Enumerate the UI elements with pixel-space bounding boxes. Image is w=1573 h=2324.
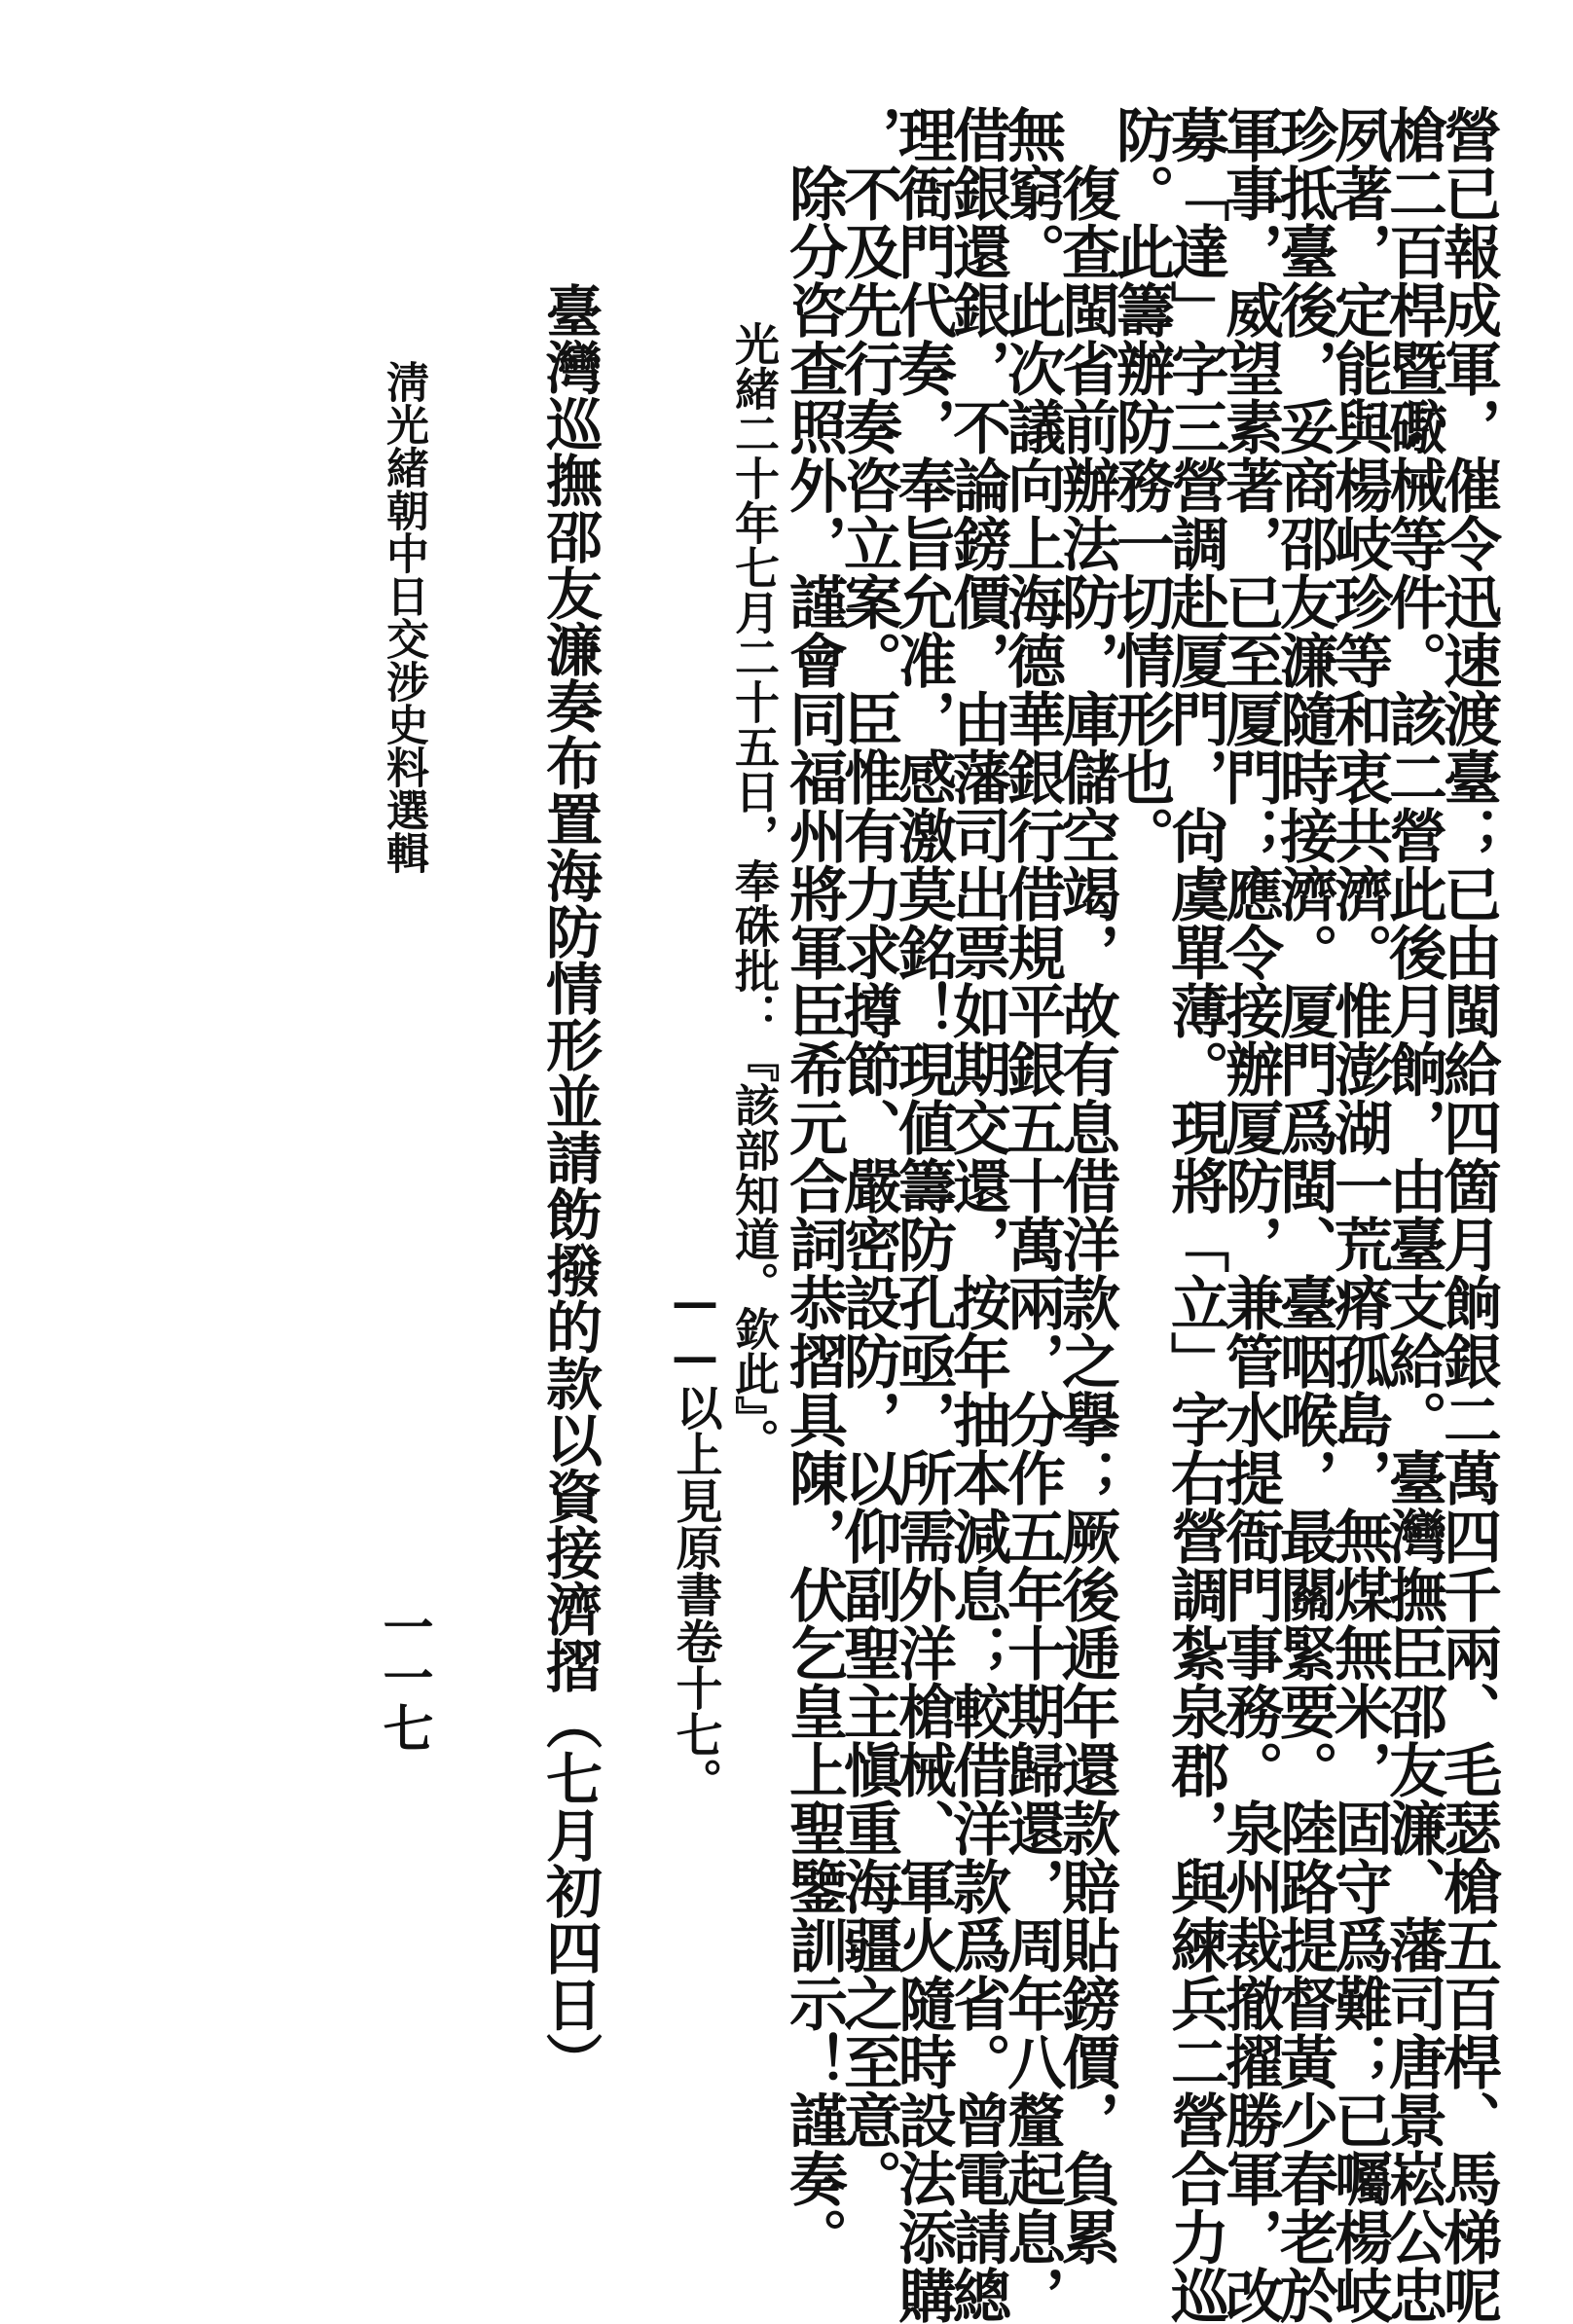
running-header: 淸光緒朝中日交涉史料選輯: [379, 360, 428, 874]
body-column-8: 復查閩省前辦法防，庫儲空竭，故有息借洋款之擧；厥後逓年還款賠貼鎊價，負累: [1052, 105, 1120, 2266]
body-column-3: 夙著，定能與楊岐珍等和衷共濟。惟澎湖一荒瘠孤島，無煤無米，固守爲難；已囑楊岐: [1325, 105, 1393, 2324]
body-column-4: 珍抵臺後，妥商邵友濂隨時接濟。厦門爲閩、臺咽喉，最關緊要。陸路提督黃少春老於: [1270, 105, 1338, 2324]
body-column-2: 槍二百桿暨礮械等件。該二營此後月餉，由臺支給。臺灣撫臣邵友濂、藩司唐景崧公忠: [1379, 105, 1447, 2324]
body-column-5: 軍事，威望素著，已至厦門；應令接辦厦防，兼管水提衙門事務。泉州裁撤擢勝軍，改: [1216, 105, 1284, 2324]
body-column-12: ，不及先行奏咨立案。臣惟有力求撙節、嚴密設防，以仰副聖主愼重海疆之至意。: [834, 105, 902, 2207]
source-note: ——以上見原書卷十七。: [668, 1275, 722, 1804]
body-column-9: 無窮。此次議向上海德華銀行借規平銀五十萬兩，分作五年十期歸還，周年八釐起息，: [998, 105, 1066, 2324]
body-column-1: 營已報成軍，催令迅速渡臺；已由閩給四箇月餉銀二萬四千兩、毛瑟槍五百桿、馬梯呢: [1434, 105, 1502, 2324]
body-column-10: 借銀還銀，不論鎊價，由藩司出票如期交還，按年抽本減息；較借洋款爲省。曾電請總: [943, 105, 1011, 2324]
document-title: 臺灣巡撫邵友濂奏布置海防情形並請飭撥的款以資接濟摺（七月初四日）: [536, 282, 603, 2088]
rescript-line: 光緒二十年七月二十五日，奉硃批：『該部知道。欽此』。: [728, 321, 781, 1463]
body-column-6: 募「達」字三營調赴厦門，尙虞單薄。現將「立」字右營調紮泉郡，與練兵二營合力巡: [1161, 105, 1229, 2324]
body-column-11: 理衙門代奏，奉旨允准，感激莫銘！現値籌防孔亟，所需外洋槍械、軍火隨時設法添購: [889, 105, 957, 2324]
page-number: 一一七: [374, 1601, 433, 1753]
body-column-13: 除分咨查照外，謹會同福州將軍臣希元合詞恭摺具陳，伏乞皇上聖鑒訓示！謹奏。: [780, 105, 848, 2266]
body-column-7: 防。此籌辦防務一切情形也。: [1107, 105, 1175, 864]
